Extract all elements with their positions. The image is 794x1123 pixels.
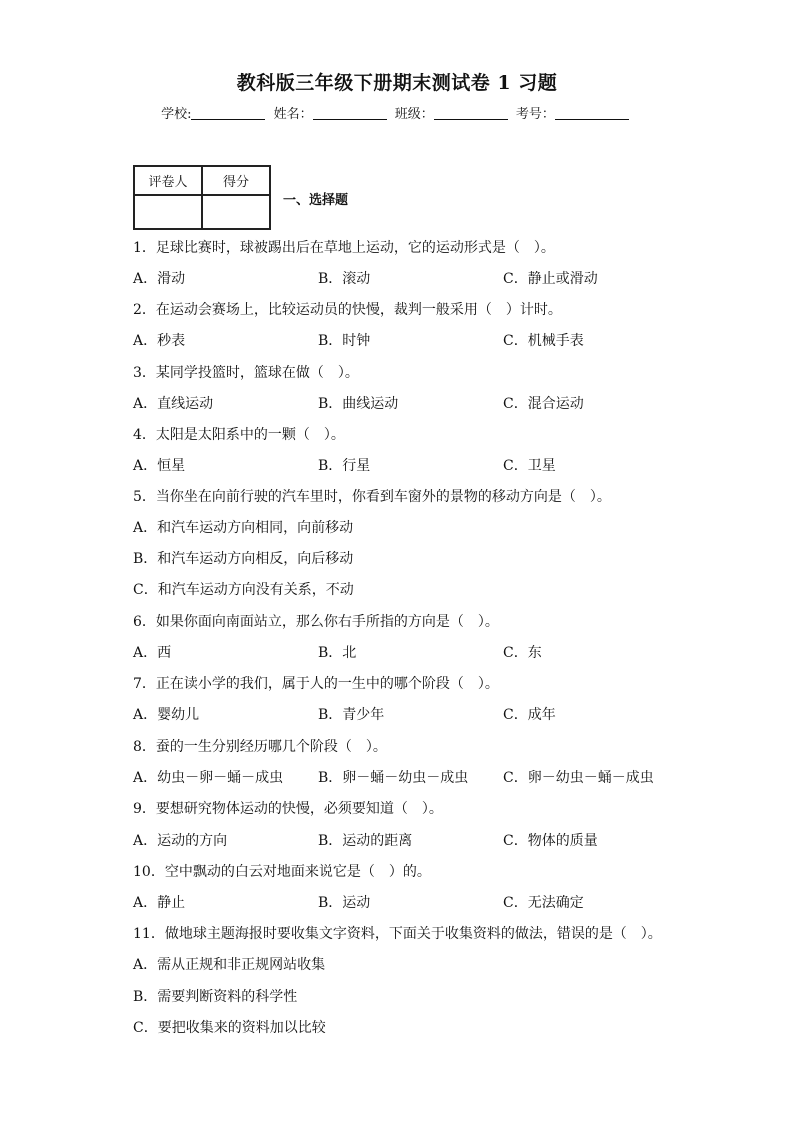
question-9: 9．要想研究物体运动的快慢，必须要知道（ ）。	[133, 801, 443, 817]
question-3: 3．某同学投篮时，篮球在做（ ）。	[133, 365, 359, 381]
q4-option-b: B．行星	[318, 458, 371, 474]
q3-option-a: A．直线运动	[133, 396, 214, 412]
q10-option-b: B．运动	[318, 895, 371, 911]
school-blank[interactable]	[191, 107, 265, 120]
question-5: 5．当你坐在向前行驶的汽车里时，你看到车窗外的景物的移动方向是（ ）。	[133, 489, 611, 505]
question-7: 7．正在读小学的我们，属于人的一生中的哪个阶段（ ）。	[133, 676, 499, 692]
q2-option-b: B．时钟	[318, 333, 371, 349]
name-blank[interactable]	[313, 107, 387, 120]
q6-option-b: B．北	[318, 645, 357, 661]
q3-option-c: C．混合运动	[503, 396, 584, 412]
q5-option-a: A．和汽车运动方向相同，向前移动	[133, 520, 354, 536]
q7-option-c: C．成年	[503, 707, 556, 723]
student-info-row	[0, 103, 794, 122]
name-label: 姓名：	[273, 107, 313, 122]
q11-option-b: B．需要判断资料的科学性	[133, 989, 298, 1005]
q9-option-a: A．运动的方向	[133, 833, 228, 849]
q6-option-a: A．西	[133, 645, 172, 661]
q4-option-a: A．恒星	[133, 458, 186, 474]
q8-option-b: B．卵－蛹－幼虫－成虫	[318, 770, 469, 786]
q3-option-b: B．曲线运动	[318, 396, 399, 412]
q1-option-b: B．滚动	[318, 271, 371, 287]
q7-option-b: B．青少年	[318, 707, 385, 723]
question-2: 2．在运动会赛场上，比较运动员的快慢，裁判一般采用（ ）计时。	[133, 302, 562, 318]
exam-number-label: 考号：	[515, 107, 555, 122]
q1-option-c: C．静止或滑动	[503, 271, 598, 287]
q8-option-a: A．幼虫－卵－蛹－成虫	[133, 770, 284, 786]
q2-option-c: C．机械手表	[503, 333, 584, 349]
question-10: 10．空中飘动的白云对地面来说它是（ ）的。	[133, 864, 431, 880]
q4-option-c: C．卫星	[503, 458, 556, 474]
q11-option-c: C．要把收集来的资料加以比较	[133, 1020, 326, 1036]
exam-number-blank[interactable]	[555, 107, 629, 120]
school-label: 学校:	[161, 107, 192, 122]
question-1: 1．足球比赛时，球被踢出后在草地上运动，它的运动形式是（ ）。	[133, 240, 555, 256]
class-blank[interactable]	[434, 107, 508, 120]
class-label: 班级：	[394, 107, 434, 122]
q2-option-a: A．秒表	[133, 333, 186, 349]
question-4: 4．太阳是太阳系中的一颗（ ）。	[133, 427, 345, 443]
q6-option-c: C．东	[503, 645, 542, 661]
q8-option-c: C．卵－幼虫－蛹－成虫	[503, 770, 654, 786]
q7-option-a: A．婴幼儿	[133, 707, 200, 723]
score-header: 得分	[202, 166, 270, 195]
q9-option-b: B．运动的距离	[318, 833, 413, 849]
grader-header: 评卷人	[134, 166, 202, 195]
question-11: 11．做地球主题海报时要收集文字资料，下面关于收集资料的做法，错误的是（ ）。	[133, 926, 662, 942]
score-cell[interactable]	[202, 195, 270, 229]
grader-cell[interactable]	[134, 195, 202, 229]
q5-option-b: B．和汽车运动方向相反，向后移动	[133, 551, 354, 567]
q10-option-a: A．静止	[133, 895, 186, 911]
q5-option-c: C．和汽车运动方向没有关系，不动	[133, 582, 354, 598]
q9-option-c: C．物体的质量	[503, 833, 598, 849]
section-title: 一、选择题	[283, 193, 349, 208]
grader-table	[133, 165, 271, 230]
question-6: 6．如果你面向南面站立，那么你右手所指的方向是（ ）。	[133, 614, 499, 630]
q1-option-a: A．滑动	[133, 271, 186, 287]
question-8: 8．蚕的一生分别经历哪几个阶段（ ）。	[133, 739, 387, 755]
exam-title: 教科版三年级下册期末测试卷 1 习题	[236, 72, 558, 94]
q11-option-a: A．需从正规和非正规网站收集	[133, 957, 326, 973]
q10-option-c: C．无法确定	[503, 895, 584, 911]
